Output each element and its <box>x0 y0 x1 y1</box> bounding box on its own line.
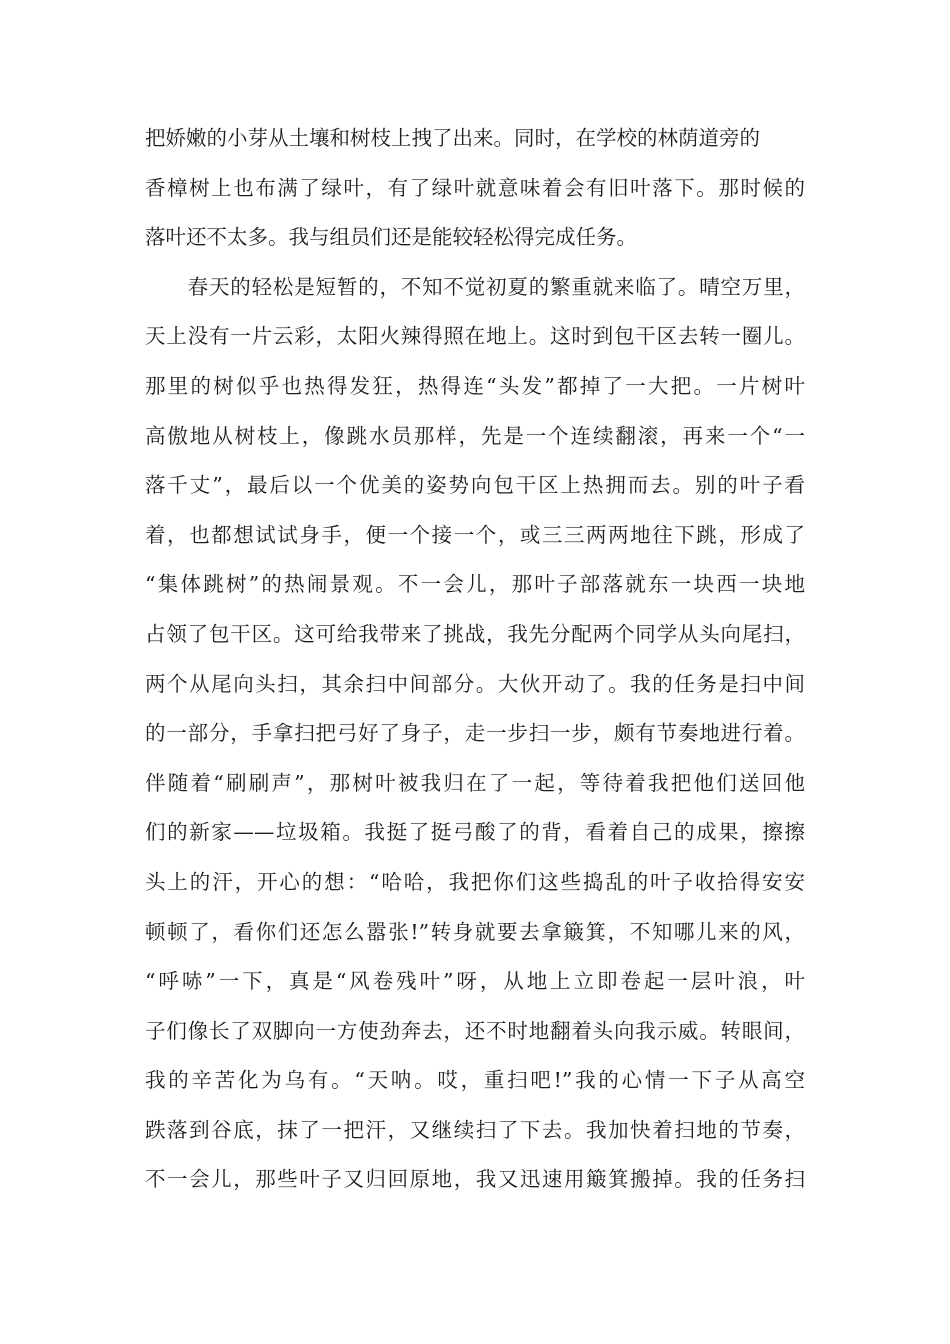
text-line: 把娇嫩的小芽从土壤和树枝上拽了出来。同时，在学校的林荫道旁的 <box>145 126 760 150</box>
text-line: 着，也都想试试身手，便一个接一个，或三三两两地往下跳，形成了 <box>145 522 805 547</box>
text-line: 我的辛苦化为乌有。“天呐。哎，重扫吧!”我的心情一下子从高空 <box>145 1068 805 1093</box>
text-line: 高傲地从树枝上，像跳水员那样，先是一个连续翻滚，再来一个“一 <box>145 423 805 448</box>
document-body-text <box>145 114 805 1205</box>
text-line: 的一部分，手拿扫把弓好了身子，走一步扫一步，颇有节奏地进行着。 <box>145 721 805 746</box>
text-line: 春天的轻松是短暂的，不知不觉初夏的繁重就来临了。晴空万里， <box>145 274 805 299</box>
text-line: 落千丈”，最后以一个优美的姿势向包干区上热拥而去。别的叶子看 <box>145 473 805 498</box>
text-line: 两个从尾向头扫，其余扫中间部分。大伙开动了。我的任务是扫中间 <box>145 671 805 696</box>
text-line: 不一会儿，那些叶子又归回原地，我又迅速用簸箕搬掉。我的任务扫 <box>145 1167 805 1192</box>
text-line: 那里的树似乎也热得发狂，热得连“头发”都掉了一大把。一片树叶 <box>145 373 805 398</box>
text-line: 天上没有一片云彩，太阳火辣得照在地上。这时到包干区去转一圈儿。 <box>145 324 805 349</box>
text-line: 跌落到谷底，抹了一把汗，又继续扫了下去。我加快着扫地的节奏， <box>145 1117 805 1142</box>
text-line: 伴随着“刷刷声”，那树叶被我归在了一起，等待着我把他们送回他 <box>145 770 805 795</box>
text-line: 占领了包干区。这可给我带来了挑战，我先分配两个同学从头向尾扫， <box>145 621 805 646</box>
text-line: 落叶还不太多。我与组员们还是能较轻松得完成任务。 <box>145 225 637 250</box>
text-line: “呼哧”一下，真是“风卷残叶”呀，从地上立即卷起一层叶浪，叶 <box>145 969 805 994</box>
text-line: 头上的汗，开心的想：“哈哈，我把你们这些捣乱的叶子收拾得安安 <box>145 869 805 894</box>
text-line: 顿顿了，看你们还怎么嚣张!”转身就要去拿簸箕，不知哪儿来的风， <box>145 919 805 944</box>
text-line: 们的新家——垃圾箱。我挺了挺弓酸了的背，看着自己的成果，擦擦 <box>145 820 805 845</box>
text-line: 香樟树上也布满了绿叶，有了绿叶就意味着会有旧叶落下。那时候的 <box>145 175 805 200</box>
text-line: “集体跳树”的热闹景观。不一会儿，那叶子部落就东一块西一块地 <box>145 572 805 597</box>
text-line: 子们像长了双脚向一方使劲奔去，还不时地翻着头向我示威。转眼间， <box>145 1018 805 1043</box>
